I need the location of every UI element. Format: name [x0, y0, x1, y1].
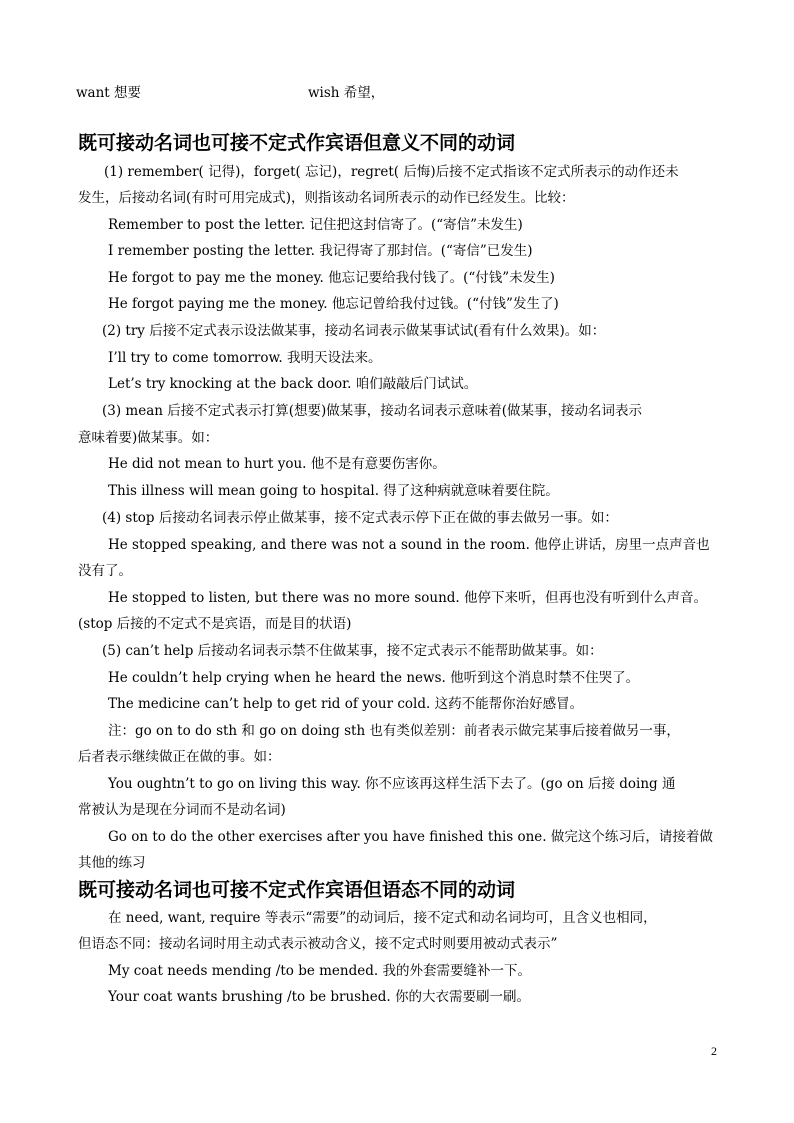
paragraph-line: 发生，后接动名词(有时可用完成式)，则指该动名词所表示的动作已经发生。比较：	[78, 190, 575, 206]
paragraph-line: (4) stop 后接动名词表示停止做某事，接不定式表示停下正在做的事去做另一事。如：	[102, 510, 618, 526]
example-note: (stop 后接的不定式不是宾语，而是目的状语)	[78, 616, 352, 632]
paragraph-line: (1) remember( 记得)，forget( 忘记)，regret( 后悔)后接不定式指该不定式所表示的动作还未	[104, 164, 679, 180]
example-sentence: The medicine can’t help to get rid of your cold. 这药不能帮你治好感冒。	[108, 696, 584, 712]
example-sentence: Your coat wants brushing /to be brushed. 你的大衣需要刷一刷。	[108, 989, 530, 1005]
vocab-wish: wish 希望，	[308, 85, 385, 101]
paragraph-line: 意味着要)做某事。如：	[78, 430, 219, 446]
example-sentence: My coat needs mending /to be mended. 我的外套需要缝补一下。	[108, 963, 531, 979]
example-sentence: Let’s try knocking at the back door. 咱们敲敲后门试试。	[108, 376, 478, 392]
example-sentence: He stopped speaking, and there was not a sound in the room. 他停止讲话，房里一点声音也	[108, 537, 710, 553]
example-sentence-continued: 没有了。	[78, 563, 132, 579]
example-sentence: Remember to post the letter. 记住把这封信寄了。(“寄信”未发生)	[108, 217, 523, 233]
example-sentence: He couldn’t help crying when he heard the news. 他听到这个消息时禁不住哭了。	[108, 670, 640, 686]
example-sentence: I remember posting the letter. 我记得寄了那封信。(“寄信”已发生)	[108, 243, 533, 259]
note-line: 注：go on to do sth 和 go on doing sth 也有类似差别：前者表示做完某事后接着做另一事，	[108, 723, 680, 739]
page-number: 2	[711, 1044, 717, 1058]
example-sentence: He did not mean to hurt you. 他不是有意要伤害你。	[108, 456, 446, 472]
paragraph-line: (2) try 后接不定式表示设法做某事，接动名词表示做某事试试(看有什么效果)。如：	[102, 323, 606, 339]
example-sentence-continued: 常被认为是现在分词而不是动名词)	[78, 802, 286, 818]
paragraph-line: (5) can’t help 后接动名词表示禁不住做某事，接不定式表示不能帮助做某事。如：	[102, 643, 603, 659]
vocab-want: want 想要	[76, 85, 142, 101]
example-sentence: I’ll try to come tomorrow. 我明天设法来。	[108, 350, 382, 366]
section-heading-voice: 既可接动名词也可接不定式作宾语但语态不同的动词	[78, 879, 516, 901]
example-sentence: You oughtn’t to go on living this way. 你不应该再这样生活下去了。(go on 后接 doing 通	[108, 776, 676, 792]
example-sentence: He forgot to pay me the money. 他忘记要给我付钱了。(“付钱”未发生)	[108, 270, 555, 286]
example-sentence-continued: 其他的练习	[78, 855, 146, 871]
section-heading-meaning: 既可接动名词也可接不定式作宾语但意义不同的动词	[78, 132, 516, 154]
paragraph-line: (3) mean 后接不定式表示打算(想要)做某事，接动名词表示意味着(做某事，接动名词表示	[102, 403, 643, 419]
note-line: 后者表示继续做正在做的事。如：	[78, 749, 281, 765]
example-sentence: Go on to do the other exercises after you have finished this one. 做完这个练习后，请接着做	[108, 829, 713, 845]
example-sentence: He forgot paying me the money. 他忘记曾给我付过钱。(“付钱”发生了)	[108, 296, 559, 312]
example-sentence: He stopped to listen, but there was no more sound. 他停下来听，但再也没有听到什么声音。	[108, 590, 708, 606]
example-sentence: This illness will mean going to hospital. 得了这种病就意味着要住院。	[108, 483, 559, 499]
paragraph-line: 在 need, want, require 等表示“需要”的动词后，接不定式和动名词均可，且含义也相同，	[108, 910, 657, 926]
paragraph-line: 但语态不同：接动名词时用主动式表示被动含义，接不定式时则要用被动式表示”	[78, 936, 558, 952]
